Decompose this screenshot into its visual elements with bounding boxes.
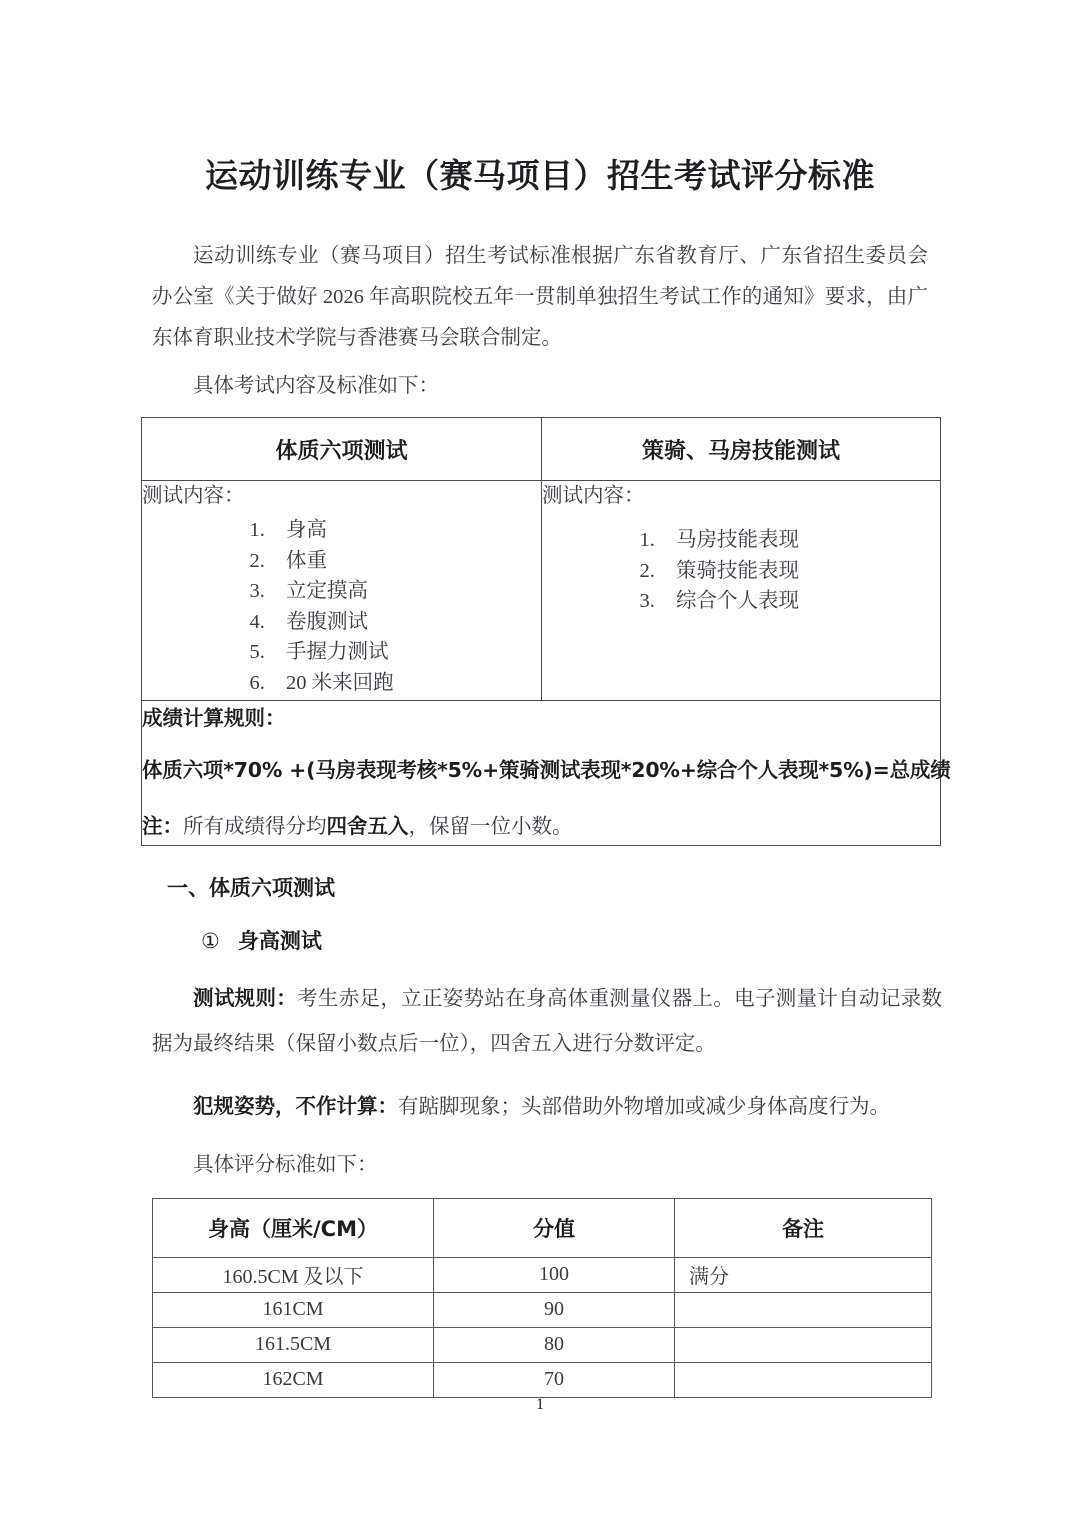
cell-remark [675,1328,932,1363]
cell-height: 161CM [153,1293,434,1328]
cell-score: 100 [434,1258,675,1293]
table-row [153,1363,932,1398]
list-item: 3. 综合个人表现 [660,586,940,617]
cell-remark: 满分 [675,1258,932,1293]
intro-paragraph: 运动训练专业（赛马项目）招生考试标准根据广东省教育厅、广东省招生委员会办公室《关于做好 2026 年高职院校五年一贯制单独招生考试工作的通知》要求，由广东体育职业技术学院与香港赛马会联合制定。 [152,245,928,349]
overview-rules-row [142,701,941,846]
sub-heading-label: 身高测试 [237,929,322,953]
scoring-col-height: 身高（厘米/CM） [153,1199,434,1258]
note-prefix: 注： [142,814,183,838]
cell-height: 162CM [153,1363,434,1398]
subsection-heading-height [201,925,322,955]
list-item: 6. 20 米来回跑 [270,668,541,699]
overview-cell-left [142,481,542,701]
overview-header-right: 策骑、马房技能测试 [542,418,941,481]
test-rule-paragraph [152,976,942,1067]
overview-header-row [142,418,941,481]
overview-header-left: 体质六项测试 [142,418,542,481]
scoring-col-remark: 备注 [675,1199,932,1258]
score-formula: 体质六项*70% +(马房表现考核*5%+策骑测试表现*20%+综合个人表现*5%)=总成绩 [142,758,951,782]
lead-line: 具体考试内容及标准如下： [193,375,439,397]
content-label-left: 测试内容： [142,485,245,507]
scoring-col-score: 分值 [434,1199,675,1258]
cell-height: 160.5CM 及以下 [153,1258,434,1293]
list-item: 1. 身高 [270,515,541,546]
section-heading-one: 一、体质六项测试 [167,876,335,900]
list-item: 4. 卷腹测试 [270,607,541,638]
note-bold: 四舍五入 [326,814,409,838]
overview-table [141,417,951,846]
cell-score: 90 [434,1293,675,1328]
cell-height: 161.5CM [153,1328,434,1363]
page-title: 运动训练专业（赛马项目）招生考试评分标准 [205,156,875,195]
cell-remark [675,1363,932,1398]
riding-test-list [542,525,940,617]
content-label-right: 测试内容： [542,485,645,507]
rules-title: 成绩计算规则： [142,706,286,730]
note-text-2: ，保留一位小数。 [408,816,573,838]
overview-content-row [142,481,941,701]
test-rule-label: 测试规则： [193,986,298,1010]
list-item: 2. 策骑技能表现 [660,556,940,587]
rules-note [142,809,940,839]
foul-text: 有踮脚现象；头部借助外物增加或减少身体高度行为。 [398,1096,890,1118]
scoring-lead-line: 具体评分标准如下： [193,1154,378,1176]
overview-cell-right [542,481,941,701]
cell-score: 70 [434,1363,675,1398]
note-text-1: 所有成绩得分均 [183,816,327,838]
table-row [153,1328,932,1363]
foul-label: 犯规姿势，不作计算： [193,1094,398,1118]
scoring-header-row [153,1199,932,1258]
foul-paragraph [152,1084,942,1130]
cell-remark [675,1293,932,1328]
scoring-table [152,1198,932,1398]
fitness-test-list [142,515,541,698]
list-item: 2. 体重 [270,546,541,577]
table-row [153,1293,932,1328]
cell-score: 80 [434,1328,675,1363]
list-item: 5. 手握力测试 [270,637,541,668]
overview-rules-cell [142,701,951,846]
sub-marker: ① [201,929,220,953]
test-rule-text: 考生赤足，立正姿势站在身高体重测量仪器上。电子测量计自动记录数据为最终结果（保留小数点后一位），四舍五入进行分数评定。 [152,988,943,1055]
table-row [153,1258,932,1293]
list-item: 3. 立定摸高 [270,576,541,607]
page-number: 1 [536,1396,544,1413]
list-item: 1. 马房技能表现 [660,525,940,556]
